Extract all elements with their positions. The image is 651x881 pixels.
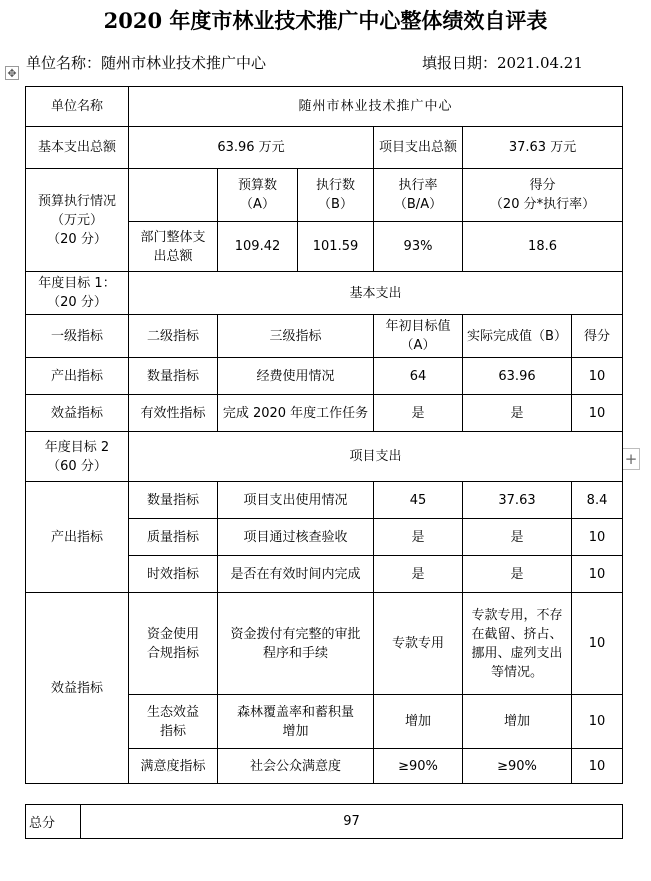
output-row2-target: 是: [374, 519, 463, 556]
header-target: [374, 315, 463, 358]
dept-total-label-line2: 出总额: [153, 248, 193, 264]
eco-target: 增加: [374, 695, 463, 749]
budget-label-line3: （20 分）: [47, 231, 107, 247]
output-row3-score: 10: [572, 556, 623, 593]
output-row3-level3: 是否在有效时间内完成: [218, 556, 374, 593]
eco-level3: [218, 695, 374, 749]
budget-score-header-line2: （20 分*执行率）: [489, 197, 596, 212]
basic-expense-value: 63.96 万元: [129, 127, 374, 169]
evaluation-table: [25, 86, 623, 784]
header-target-line1: 年初目标值: [385, 319, 451, 334]
budget-amount-header-line2: （A）: [240, 197, 275, 212]
eco-level3-line1: 森林覆盖率和蓄积量: [236, 704, 354, 720]
fund-level3-line2: 程序和手续: [262, 645, 328, 661]
budget-label-line2: （万元）: [50, 212, 103, 228]
goal1-row1-score: 10: [572, 358, 623, 395]
eco-level2-line2: 指标: [159, 723, 186, 739]
eco-level2: [129, 695, 218, 749]
goal1-row1-actual: 63.96: [463, 358, 572, 395]
budget-score-header-line1: 得分: [529, 178, 556, 193]
budget-amount-value: 109.42: [218, 222, 298, 272]
header-level3: 三级指标: [218, 315, 374, 358]
satisfaction-target: ≥90%: [374, 749, 463, 784]
dept-total-label: [129, 222, 218, 272]
output-row1-target: 45: [374, 482, 463, 519]
total-score-value: 97: [81, 805, 623, 839]
output-row1-score: 8.4: [572, 482, 623, 519]
header-target-line2: （A）: [400, 338, 436, 353]
budget-blank-cell: [129, 169, 218, 222]
goal1-row1-level1: 产出指标: [26, 358, 129, 395]
fund-level2-line2: 合规指标: [146, 645, 199, 661]
output-row3-target: 是: [374, 556, 463, 593]
budget-score-value: 18.6: [463, 222, 623, 272]
total-score-label: 总分: [26, 805, 81, 839]
budget-execution-label: [26, 169, 129, 272]
output-row2-level2: 质量指标: [129, 519, 218, 556]
exec-amount-value: 101.59: [298, 222, 374, 272]
benefit-group-level1: 效益指标: [26, 593, 129, 784]
goal1-row2-level1: 效益指标: [26, 395, 129, 432]
goal2-label: [26, 432, 129, 482]
goal2-description: 项目支出: [129, 432, 623, 482]
budget-amount-header: [218, 169, 298, 222]
eco-level2-line1: 生态效益: [146, 704, 199, 720]
satisfaction-actual: ≥90%: [463, 749, 572, 784]
unit-name-value: 随州市林业技术推广中心: [129, 87, 623, 127]
exec-rate-value: 93%: [374, 222, 463, 272]
project-expense-value: 37.63 万元: [463, 127, 623, 169]
fund-level3-line1: 资金拨付有完整的审批: [230, 626, 361, 642]
satisfaction-score: 10: [572, 749, 623, 784]
goal1-row1-level3: 经费使用情况: [218, 358, 374, 395]
budget-label-line1: 预算执行情况: [37, 193, 116, 209]
exec-rate-header-line1: 执行率: [398, 178, 438, 193]
dept-total-label-line1: 部门整体支: [140, 229, 206, 245]
goal2-label-line2: （60 分）: [47, 458, 107, 474]
budget-score-header: [463, 169, 623, 222]
table-row: [26, 395, 623, 432]
table-move-handle-icon[interactable]: ✥: [5, 66, 19, 80]
satisfaction-level3: 社会公众满意度: [218, 749, 374, 784]
budget-amount-header-line1: 预算数: [237, 178, 277, 193]
output-row2-score: 10: [572, 519, 623, 556]
eco-score: 10: [572, 695, 623, 749]
output-row3-actual: 是: [463, 556, 572, 593]
goal1-row2-actual: 是: [463, 395, 572, 432]
output-row1-level2: 数量指标: [129, 482, 218, 519]
output-row2-level3: 项目通过核查验收: [218, 519, 374, 556]
exec-rate-header: [374, 169, 463, 222]
output-row1-level3: 项目支出使用情况: [218, 482, 374, 519]
fund-actual-line1: 专款专用，不存: [471, 607, 563, 623]
fund-level3: [218, 593, 374, 695]
table-row: [26, 482, 623, 519]
fund-level2: [129, 593, 218, 695]
basic-expense-label: 基本支出总额: [26, 127, 129, 169]
goal1-row1-target: 64: [374, 358, 463, 395]
output-row1-actual: 37.63: [463, 482, 572, 519]
fund-actual-line4: 等情况。: [490, 664, 543, 680]
goal1-row2-score: 10: [572, 395, 623, 432]
exec-rate-header-line2: （B/A）: [393, 197, 443, 212]
report-date-header: 填报日期：2021.04.21: [422, 54, 583, 72]
satisfaction-level2: 满意度指标: [129, 749, 218, 784]
unit-name-label: 单位名称: [26, 87, 129, 127]
fund-level2-line1: 资金使用: [146, 626, 199, 642]
output-group-level1: 产出指标: [26, 482, 129, 593]
header-level2: 二级指标: [129, 315, 218, 358]
table-row: [26, 358, 623, 395]
eco-level3-line2: 增加: [282, 723, 309, 739]
exec-amount-header: [298, 169, 374, 222]
exec-amount-header-line1: 执行数: [315, 178, 355, 193]
goal1-row1-level2: 数量指标: [129, 358, 218, 395]
exec-amount-header-line2: （B）: [318, 197, 353, 212]
page-title: 2020 年度市林业技术推广中心整体绩效自评表: [103, 8, 548, 33]
fund-actual-line2: 在截留、挤占、: [471, 626, 563, 642]
fund-score: 10: [572, 593, 623, 695]
table-row: [26, 593, 623, 695]
goal1-description: 基本支出: [129, 272, 623, 315]
fund-actual: [463, 593, 572, 695]
add-column-plus-icon[interactable]: +: [622, 448, 640, 470]
goal1-row2-level3: 完成 2020 年度工作任务: [218, 395, 374, 432]
goal2-label-line1: 年度目标 2: [44, 439, 110, 455]
goal1-row2-target: 是: [374, 395, 463, 432]
header-level1: 一级指标: [26, 315, 129, 358]
output-row2-actual: 是: [463, 519, 572, 556]
fund-actual-line3: 挪用、虚列支出: [471, 645, 563, 661]
eco-actual: 增加: [463, 695, 572, 749]
total-score-table: [25, 804, 623, 839]
output-row3-level2: 时效指标: [129, 556, 218, 593]
goal1-label: [26, 272, 129, 315]
fund-target: 专款专用: [374, 593, 463, 695]
goal1-row2-level2: 有效性指标: [129, 395, 218, 432]
header-actual: 实际完成值（B）: [463, 315, 572, 358]
header-score: 得分: [572, 315, 623, 358]
goal1-label-line1: 年度目标 1：: [38, 276, 116, 291]
project-expense-label: 项目支出总额: [374, 127, 463, 169]
goal1-label-line2: （20 分）: [47, 295, 107, 310]
unit-name-header: 单位名称：随州市林业技术推广中心: [26, 54, 267, 72]
